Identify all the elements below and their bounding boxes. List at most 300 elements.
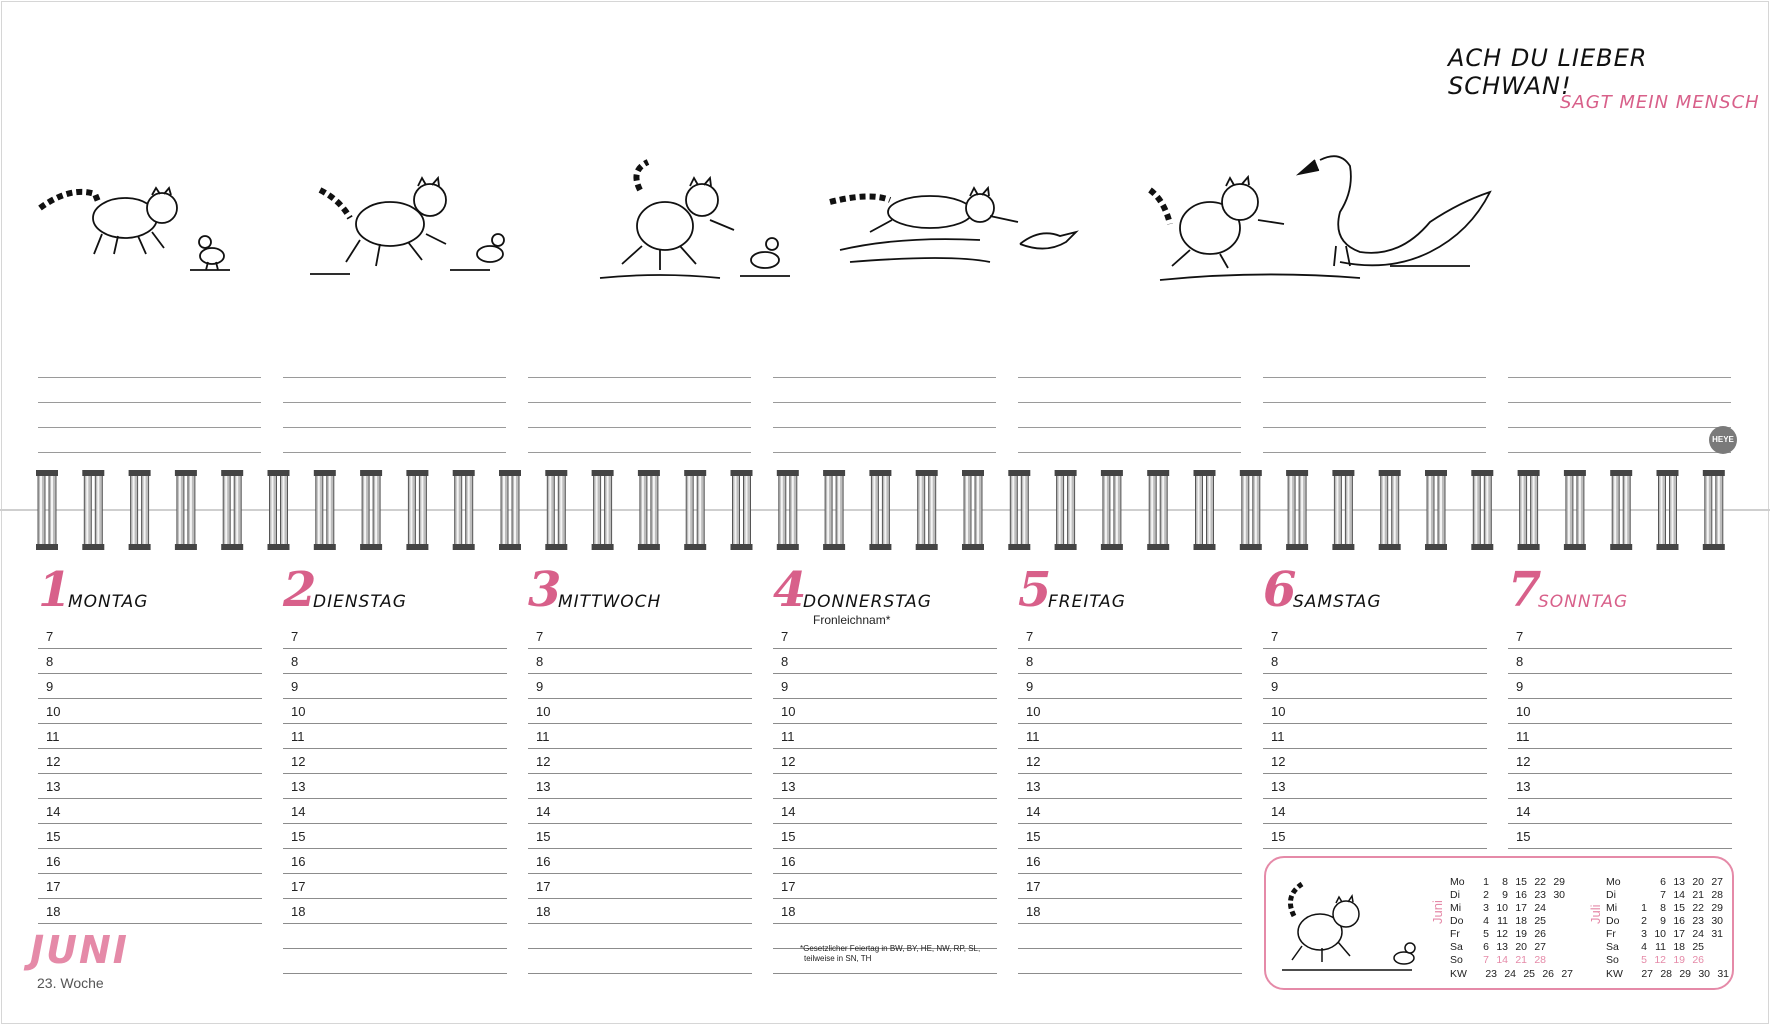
hour-label: 11: [1026, 729, 1040, 744]
mini-calendar-date: 21: [1515, 954, 1527, 966]
mini-calendar-date: 8: [1660, 902, 1666, 914]
hour-row[interactable]: [1508, 649, 1732, 674]
hour-label: 14: [536, 804, 551, 819]
hour-label: 7: [46, 629, 54, 644]
hour-label: 9: [536, 679, 544, 694]
hour-row[interactable]: [773, 774, 997, 799]
hour-row[interactable]: [1018, 749, 1242, 774]
hour-label: 14: [291, 804, 306, 819]
mini-calendar-date: 15: [1515, 876, 1527, 888]
mini-calendar-date: 5: [1483, 928, 1489, 940]
hour-row[interactable]: [1263, 624, 1487, 649]
mini-calendar-week-row: [1628, 876, 1723, 889]
heye-logo: HEYE: [1709, 426, 1737, 454]
mini-calendar-week-row: [1628, 928, 1723, 941]
day-name: DIENSTAG: [313, 592, 407, 612]
weekday-label: Mi: [1450, 902, 1462, 914]
hour-row[interactable]: [38, 724, 262, 749]
hour-label: 9: [291, 679, 299, 694]
hour-row[interactable]: [283, 774, 507, 799]
hour-row[interactable]: [38, 624, 262, 649]
blank-note-row[interactable]: [283, 949, 507, 974]
mini-calendar-date: 7: [1660, 889, 1666, 901]
mini-calendar-date: 10: [1654, 928, 1666, 940]
hour-row[interactable]: [1018, 899, 1242, 924]
spiral-binding: [0, 470, 1770, 550]
mini-calendar-week-row: [1470, 928, 1565, 941]
day-column-wednesday: [528, 562, 752, 974]
hour-label: 8: [781, 654, 789, 669]
mini-calendar-date: 24: [1534, 902, 1546, 914]
mini-calendar-date: 7: [1483, 954, 1489, 966]
hour-row[interactable]: [1018, 724, 1242, 749]
mini-calendar-date: 12: [1654, 954, 1666, 966]
mini-calendar-date: 3: [1641, 928, 1647, 940]
hour-label: 10: [46, 704, 61, 719]
mini-calendar-date: 28: [1534, 954, 1546, 966]
weekday-label: Di: [1606, 889, 1616, 901]
hour-label: 8: [1026, 654, 1034, 669]
mini-calendar-date: [1546, 902, 1565, 915]
hour-label: 10: [1026, 704, 1041, 719]
hour-row[interactable]: [528, 824, 752, 849]
holiday-label: Fronleichnam*: [813, 613, 891, 627]
hour-row[interactable]: [1018, 824, 1242, 849]
mini-calendar-week-row: [1628, 902, 1723, 915]
hour-label: 17: [1026, 879, 1041, 894]
mini-calendar-date: 31: [1711, 928, 1723, 940]
mini-calendar-date: [1546, 915, 1565, 928]
mini-calendar-date: 23: [1534, 889, 1546, 901]
hour-label: 10: [1271, 704, 1286, 719]
mini-calendar-date: 27: [1534, 941, 1546, 953]
hour-label: 16: [536, 854, 551, 869]
kw-number: 29: [1679, 968, 1691, 980]
hour-row[interactable]: [773, 724, 997, 749]
kw-number: 27: [1561, 968, 1573, 980]
hour-row[interactable]: [528, 724, 752, 749]
mini-calendar-date: [1546, 928, 1565, 941]
hour-label: 17: [536, 879, 551, 894]
hour-row[interactable]: [1263, 824, 1487, 849]
day-number: 5: [1018, 562, 1052, 618]
hour-label: 17: [46, 879, 61, 894]
cat-duck-icon: [1276, 876, 1426, 980]
comic-strip-illustration: [30, 150, 1690, 320]
mini-calendar-week-row: [1628, 915, 1723, 928]
hour-label: 7: [1516, 629, 1524, 644]
kw-label: KW: [1606, 968, 1623, 980]
hour-row[interactable]: [773, 824, 997, 849]
mini-calendar-date: 20: [1515, 941, 1527, 953]
quote-text: ACH DU LIEBER SCHWAN!: [1448, 44, 1648, 100]
mini-calendar-date: 17: [1515, 902, 1527, 914]
weekday-label: So: [1450, 954, 1463, 966]
mini-calendar-date: 19: [1673, 954, 1685, 966]
hour-label: 15: [781, 829, 796, 844]
hour-row[interactable]: [528, 899, 752, 924]
hour-label: 11: [1271, 729, 1285, 744]
hour-row[interactable]: [773, 874, 997, 899]
mini-calendar-kw-row-1: [1450, 968, 1573, 980]
hour-row[interactable]: [283, 624, 507, 649]
mini-calendar-date: 6: [1483, 941, 1489, 953]
mini-calendar-date: 3: [1483, 902, 1489, 914]
hour-label: 15: [1516, 829, 1531, 844]
hour-row[interactable]: [283, 799, 507, 824]
hour-label: 18: [1026, 904, 1041, 919]
cat-panel-2-icon: [310, 178, 504, 274]
hour-label: 16: [46, 854, 61, 869]
hour-row[interactable]: [1508, 824, 1732, 849]
mini-calendar: [1264, 856, 1734, 990]
blank-note-row[interactable]: [283, 924, 507, 949]
hour-row[interactable]: [1508, 724, 1732, 749]
hour-row[interactable]: [1018, 699, 1242, 724]
hour-label: 13: [781, 779, 796, 794]
mini-calendar-date: 2: [1641, 915, 1647, 927]
mini-calendar-date: 18: [1515, 915, 1527, 927]
hour-row[interactable]: [773, 799, 997, 824]
hour-label: 18: [46, 904, 61, 919]
blank-note-row[interactable]: [528, 924, 752, 949]
hour-label: 12: [1271, 754, 1286, 769]
mini-calendar-date: [1704, 941, 1723, 954]
hour-label: 15: [536, 829, 551, 844]
mini-calendar-date: 23: [1692, 915, 1704, 927]
hour-label: 7: [781, 629, 789, 644]
hour-row[interactable]: [38, 849, 262, 874]
mini-calendar-date: 21: [1692, 889, 1704, 901]
mini-calendar-date: 6: [1660, 876, 1666, 888]
mini-calendar-grid-2: [1628, 876, 1723, 967]
hour-label: 15: [1271, 829, 1286, 844]
hour-row[interactable]: [528, 849, 752, 874]
kw-label: KW: [1450, 968, 1467, 980]
hour-label: 18: [781, 904, 796, 919]
hour-label: 14: [781, 804, 796, 819]
weekday-label: Mo: [1450, 876, 1465, 888]
hour-row[interactable]: [1263, 699, 1487, 724]
mini-calendar-week-row: [1628, 941, 1723, 954]
day-name: SONNTAG: [1538, 592, 1629, 612]
mini-calendar-date: 29: [1711, 902, 1723, 914]
hour-label: 8: [291, 654, 299, 669]
hour-row[interactable]: [773, 899, 997, 924]
mini-calendar-date: 4: [1483, 915, 1489, 927]
hour-row[interactable]: [773, 674, 997, 699]
mini-calendar-date: 4: [1641, 941, 1647, 953]
hour-row[interactable]: [38, 899, 262, 924]
mini-calendar-date: 14: [1496, 954, 1508, 966]
hour-label: 10: [781, 704, 796, 719]
mini-calendar-month-1-title: Juni: [1430, 900, 1445, 924]
mini-calendar-date: [1546, 954, 1565, 967]
hour-row[interactable]: [283, 674, 507, 699]
mini-calendar-date: 17: [1673, 928, 1685, 940]
notes-column-2: [283, 376, 506, 453]
mini-calendar-date: 1: [1483, 876, 1489, 888]
hour-row[interactable]: [1018, 874, 1242, 899]
hour-row[interactable]: [38, 824, 262, 849]
kw-number: 24: [1504, 968, 1516, 980]
mini-calendar-date: 19: [1515, 928, 1527, 940]
mini-calendar-date: 15: [1673, 902, 1685, 914]
hour-label: 13: [1026, 779, 1041, 794]
mini-calendar-week-row: [1470, 902, 1565, 915]
hour-row[interactable]: [773, 849, 997, 874]
hour-label: 7: [1026, 629, 1034, 644]
mini-calendar-date: 27: [1711, 876, 1723, 888]
day-name: FREITAG: [1048, 592, 1126, 612]
hour-row[interactable]: [528, 799, 752, 824]
weekday-label: Fr: [1606, 928, 1616, 940]
holiday-footnote: *Gesetzlicher Feiertag in BW, BY, HE, NW, RP, SL, teilweise in SN, TH: [800, 944, 981, 963]
hour-row[interactable]: [1508, 749, 1732, 774]
mini-calendar-date: 13: [1673, 876, 1685, 888]
weekday-label: Do: [1606, 915, 1620, 927]
day-name: MITTWOCH: [558, 592, 662, 612]
hour-label: 9: [781, 679, 789, 694]
day-name: DONNERSTAG: [803, 592, 932, 612]
hour-row[interactable]: [1508, 674, 1732, 699]
hour-label: 13: [46, 779, 61, 794]
mini-calendar-date: [1546, 941, 1565, 954]
mini-calendar-date: [1704, 954, 1723, 967]
hour-row[interactable]: [528, 674, 752, 699]
weekday-label: Mo: [1606, 876, 1621, 888]
hour-row[interactable]: [528, 774, 752, 799]
hour-label: 12: [781, 754, 796, 769]
hour-row[interactable]: [283, 849, 507, 874]
cat-panel-1-icon: [40, 188, 230, 270]
day-column-saturday: [1263, 562, 1487, 849]
hour-row[interactable]: [528, 874, 752, 899]
hour-label: 17: [291, 879, 306, 894]
weekday-labels-2: [1606, 876, 1621, 967]
kw-number: 28: [1660, 968, 1672, 980]
hour-label: 12: [291, 754, 306, 769]
hour-row[interactable]: [38, 649, 262, 674]
kw-number: 30: [1698, 968, 1710, 980]
mini-calendar-date: [1628, 876, 1647, 889]
hour-label: 13: [1271, 779, 1286, 794]
hour-row[interactable]: [1018, 849, 1242, 874]
hour-label: 9: [46, 679, 54, 694]
day-column-monday: [38, 562, 262, 924]
mini-calendar-kw-row-2: [1606, 968, 1729, 980]
hour-row[interactable]: [1018, 649, 1242, 674]
hour-row[interactable]: [283, 724, 507, 749]
hour-row[interactable]: [1508, 774, 1732, 799]
weekday-label: Do: [1450, 915, 1464, 927]
hour-row[interactable]: [283, 824, 507, 849]
weekday-label: Mi: [1606, 902, 1618, 914]
mini-calendar-date: 16: [1673, 915, 1685, 927]
hour-label: 11: [291, 729, 305, 744]
mini-calendar-week-row: [1470, 954, 1565, 967]
hour-label: 14: [1026, 804, 1041, 819]
hour-label: 14: [46, 804, 61, 819]
mini-calendar-date: [1628, 889, 1647, 902]
notes-column-7: [1508, 376, 1731, 453]
mini-calendar-week-row: [1470, 915, 1565, 928]
day-column-sunday: [1508, 562, 1732, 849]
quote-attribution: SAGT MEIN MENSCH: [1560, 92, 1760, 113]
mini-calendar-date: 20: [1692, 876, 1704, 888]
day-number: 2: [283, 562, 317, 618]
hour-row[interactable]: [283, 874, 507, 899]
hour-row[interactable]: [528, 749, 752, 774]
weekday-label: Fr: [1450, 928, 1460, 940]
hour-row[interactable]: [1263, 774, 1487, 799]
weekday-labels-1: [1450, 876, 1465, 967]
hour-row[interactable]: [1263, 799, 1487, 824]
hour-row[interactable]: [1263, 724, 1487, 749]
hour-label: 8: [1516, 654, 1524, 669]
hour-row[interactable]: [38, 799, 262, 824]
day-number: 6: [1263, 562, 1297, 618]
hour-label: 15: [1026, 829, 1041, 844]
hour-label: 8: [536, 654, 544, 669]
day-column-thursday: [773, 562, 997, 974]
hour-row[interactable]: [38, 774, 262, 799]
hour-row[interactable]: [773, 749, 997, 774]
hour-label: 12: [536, 754, 551, 769]
hour-label: 12: [1516, 754, 1531, 769]
hour-row[interactable]: [283, 749, 507, 774]
hour-label: 11: [781, 729, 795, 744]
hour-row[interactable]: [38, 674, 262, 699]
notes-column-5: [1018, 376, 1241, 453]
mini-calendar-week-row: [1628, 889, 1723, 902]
mini-calendar-date: 26: [1692, 954, 1704, 966]
mini-calendar-date: 28: [1711, 889, 1723, 901]
mini-calendar-date: 5: [1641, 954, 1647, 966]
day-number: 4: [773, 562, 807, 618]
hour-row[interactable]: [1018, 674, 1242, 699]
mini-calendar-grid-1: [1470, 876, 1565, 967]
mini-calendar-month-2-title: Juli: [1588, 904, 1603, 924]
day-column-friday: [1018, 562, 1242, 974]
day-name: SAMSTAG: [1293, 592, 1382, 612]
hour-row[interactable]: [1508, 799, 1732, 824]
mini-calendar-date: 12: [1496, 928, 1508, 940]
hour-label: 11: [1516, 729, 1530, 744]
hour-row[interactable]: [1018, 799, 1242, 824]
hour-label: 14: [1271, 804, 1286, 819]
mini-calendar-date: 14: [1673, 889, 1685, 901]
mini-calendar-date: 13: [1496, 941, 1508, 953]
hour-label: 10: [1516, 704, 1531, 719]
month-title: JUNI: [30, 928, 129, 972]
hour-label: 15: [46, 829, 61, 844]
cat-panel-3-icon: [600, 162, 790, 278]
weekday-label: Sa: [1450, 941, 1463, 953]
hour-row[interactable]: [528, 624, 752, 649]
hour-label: 17: [781, 879, 796, 894]
mini-calendar-date: 26: [1534, 928, 1546, 940]
hour-row[interactable]: [773, 649, 997, 674]
mini-calendar-date: 25: [1534, 915, 1546, 927]
hour-label: 8: [1271, 654, 1279, 669]
hour-label: 7: [1271, 629, 1279, 644]
day-number: 7: [1508, 562, 1542, 618]
hour-row[interactable]: [528, 699, 752, 724]
blank-note-row[interactable]: [528, 949, 752, 974]
mini-calendar-week-row: [1628, 954, 1723, 967]
hour-row[interactable]: [528, 649, 752, 674]
hour-label: 12: [46, 754, 61, 769]
cat-panel-4-icon: [830, 188, 1076, 262]
mini-calendar-date: 25: [1692, 941, 1704, 953]
blank-note-row[interactable]: [1018, 924, 1242, 949]
mini-calendar-date: 8: [1502, 876, 1508, 888]
hour-label: 13: [1516, 779, 1531, 794]
day-number: 3: [528, 562, 562, 618]
hour-row[interactable]: [283, 649, 507, 674]
notes-column-1: [38, 376, 261, 453]
notes-column-4: [773, 376, 996, 453]
kw-number: 23: [1485, 968, 1497, 980]
mini-calendar-date: 30: [1553, 889, 1565, 901]
mini-calendar-date: 10: [1496, 902, 1508, 914]
hour-label: 11: [536, 729, 550, 744]
mini-calendar-date: 30: [1711, 915, 1723, 927]
hour-row[interactable]: [38, 749, 262, 774]
hour-row[interactable]: [283, 699, 507, 724]
hour-label: 12: [1026, 754, 1041, 769]
notes-column-3: [528, 376, 751, 453]
hour-label: 11: [46, 729, 60, 744]
hour-row[interactable]: [38, 874, 262, 899]
mini-calendar-week-row: [1470, 889, 1565, 902]
hour-label: 8: [46, 654, 54, 669]
hour-label: 16: [291, 854, 306, 869]
hour-label: 13: [291, 779, 306, 794]
hour-row[interactable]: [38, 699, 262, 724]
day-number: 1: [38, 562, 72, 618]
hour-row[interactable]: [283, 899, 507, 924]
hour-row[interactable]: [773, 624, 997, 649]
hour-row[interactable]: [1018, 774, 1242, 799]
hour-label: 13: [536, 779, 551, 794]
hour-label: 18: [291, 904, 306, 919]
mini-calendar-date: 1: [1641, 902, 1647, 914]
hour-row[interactable]: [773, 699, 997, 724]
hour-row[interactable]: [1508, 624, 1732, 649]
hour-row[interactable]: [1018, 624, 1242, 649]
hour-label: 15: [291, 829, 306, 844]
mini-calendar-date: 18: [1673, 941, 1685, 953]
kw-number: 31: [1717, 968, 1729, 980]
hour-label: 7: [291, 629, 299, 644]
mini-calendar-date: 29: [1553, 876, 1565, 888]
hour-row[interactable]: [1508, 699, 1732, 724]
hour-row[interactable]: [1263, 749, 1487, 774]
week-number: 23. Woche: [37, 975, 104, 991]
mini-calendar-date: 22: [1534, 876, 1546, 888]
hour-row[interactable]: [1263, 649, 1487, 674]
day-column-tuesday: [283, 562, 507, 974]
weekday-label: Sa: [1606, 941, 1619, 953]
mini-calendar-date: 22: [1692, 902, 1704, 914]
mini-calendar-date: 24: [1692, 928, 1704, 940]
blank-note-row[interactable]: [1018, 949, 1242, 974]
mini-calendar-week-row: [1470, 941, 1565, 954]
hour-label: 7: [536, 629, 544, 644]
hour-row[interactable]: [1263, 674, 1487, 699]
